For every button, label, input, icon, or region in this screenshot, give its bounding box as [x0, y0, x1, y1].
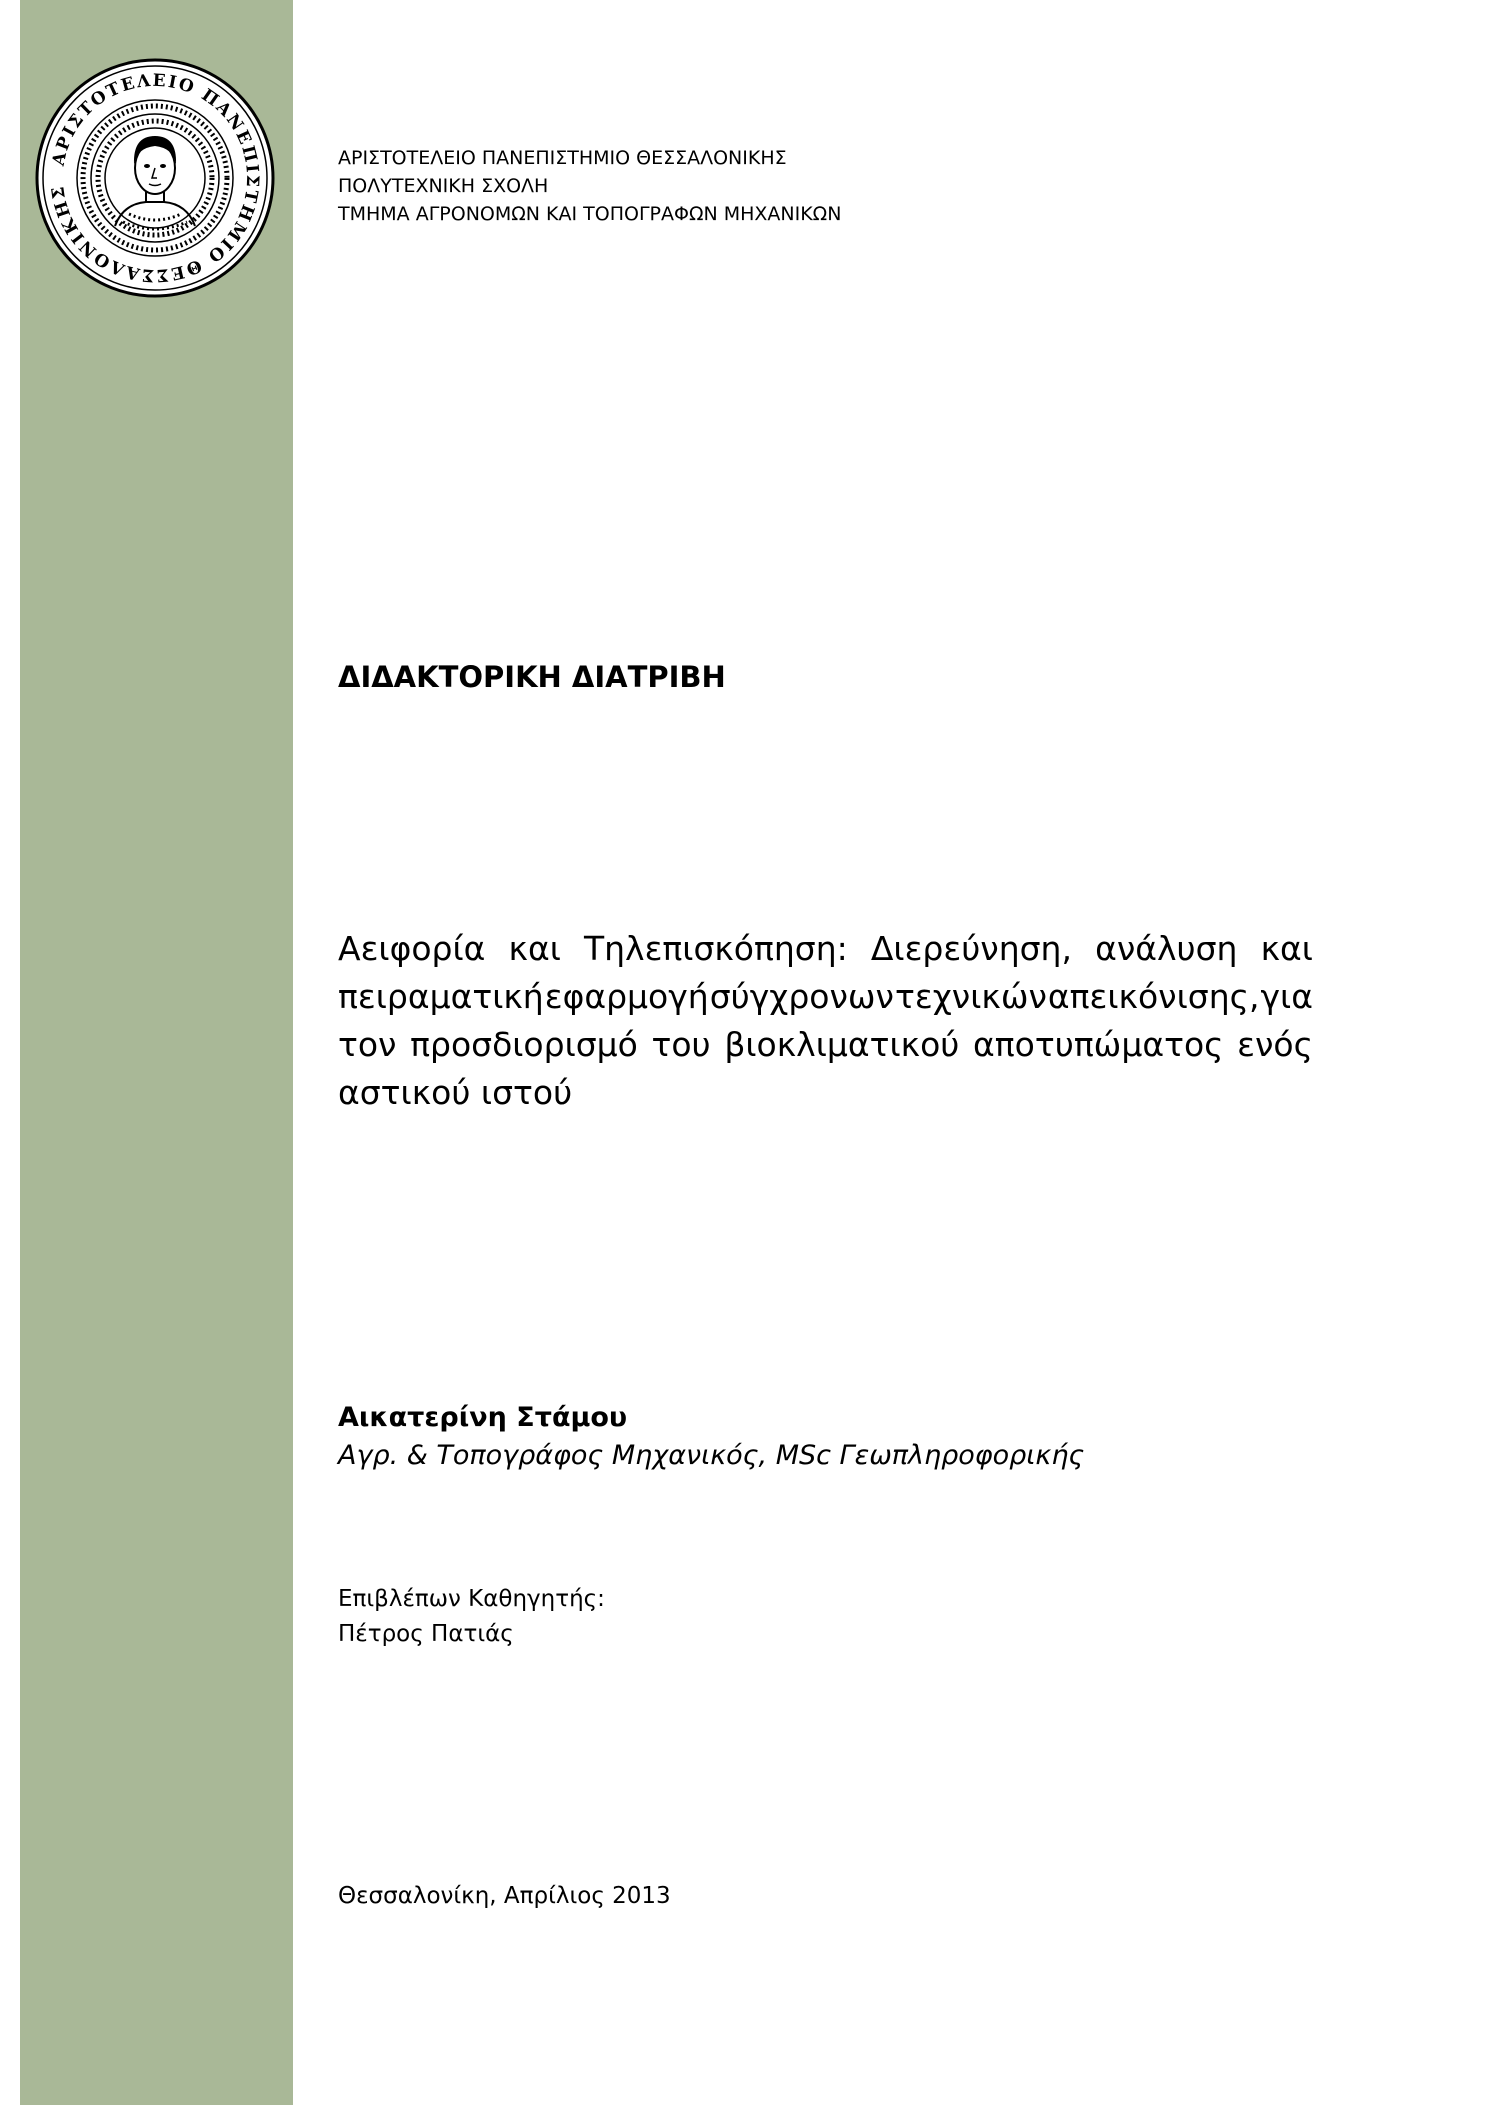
author-role: Αγρ. & Τοπογράφος Μηχανικός, MSc Γεωπληροφορικής	[338, 1440, 1085, 1471]
title-line	[338, 1021, 1313, 1069]
title-word: για	[1260, 977, 1313, 1016]
title-word: του	[651, 1025, 711, 1064]
institution-block	[338, 144, 841, 228]
title-word: προσδιορισμό	[410, 1025, 638, 1064]
title-word: τον	[338, 1025, 397, 1064]
title-line	[338, 973, 1313, 1021]
title-word: τεχνικών	[895, 977, 1047, 1016]
supervisor-block	[338, 1582, 605, 1652]
title-word: βιοκλιματικού	[724, 1025, 960, 1064]
document-type-heading: ΔΙΔΑΚΤΟΡΙΚΗ ΔΙΑΤΡΙΒΗ	[338, 660, 726, 694]
place-date: Θεσσαλονίκη, Απρίλιος 2013	[338, 1883, 671, 1909]
title-word: ενός	[1237, 1025, 1313, 1064]
supervisor-name: Πέτρος Πατιάς	[338, 1621, 514, 1647]
sidebar-band	[20, 0, 293, 2105]
title-word: ανάλυση	[1095, 929, 1238, 968]
author-name: Αικατερίνη Στάμου	[338, 1402, 628, 1433]
title-line	[338, 925, 1313, 973]
supervisor-label: Επιβλέπων Καθηγητής:	[338, 1586, 605, 1612]
title-word: απεικόνισης,	[1047, 977, 1260, 1016]
thesis-title	[338, 925, 1313, 1117]
title-word: Διερεύνηση,	[870, 929, 1072, 968]
seal-ring-text: ΑΡΙΣΤΟΤΕΛΕΙΟ ΠΑΝΕΠΙΣΤΗΜΙΟ ΘΕΣΣΑΛΟΝΙΚΗΣ	[48, 70, 263, 286]
university-name: ΑΡΙΣΤΟΤΕΛΕΙΟ ΠΑΝΕΠΙΣΤΗΜΙΟ ΘΕΣΣΑΛΟΝΙΚΗΣ	[338, 147, 787, 169]
school-name: ΠΟΛΥΤΕΧΝΙΚΗ ΣΧΟΛΗ	[338, 175, 549, 197]
title-word: σύγχρονων	[709, 977, 894, 1016]
title-word: Αειφορία	[338, 929, 486, 968]
title-word: αποτυπώματος	[973, 1025, 1224, 1064]
title-word: εφαρμογή	[544, 977, 709, 1016]
title-word: αστικού ιστού	[338, 1073, 573, 1112]
title-word: πειραματική	[338, 977, 544, 1016]
title-word: Τηλεπισκόπηση:	[583, 929, 848, 968]
department-name: ΤΜΗΜΑ ΑΓΡΟΝΟΜΩΝ ΚΑΙ ΤΟΠΟΓΡΑΦΩΝ ΜΗΧΑΝΙΚΩΝ	[338, 203, 842, 225]
title-line	[338, 1069, 1313, 1117]
title-word: και	[508, 929, 561, 968]
title-word: και	[1260, 929, 1313, 968]
university-seal-logo	[33, 56, 277, 300]
